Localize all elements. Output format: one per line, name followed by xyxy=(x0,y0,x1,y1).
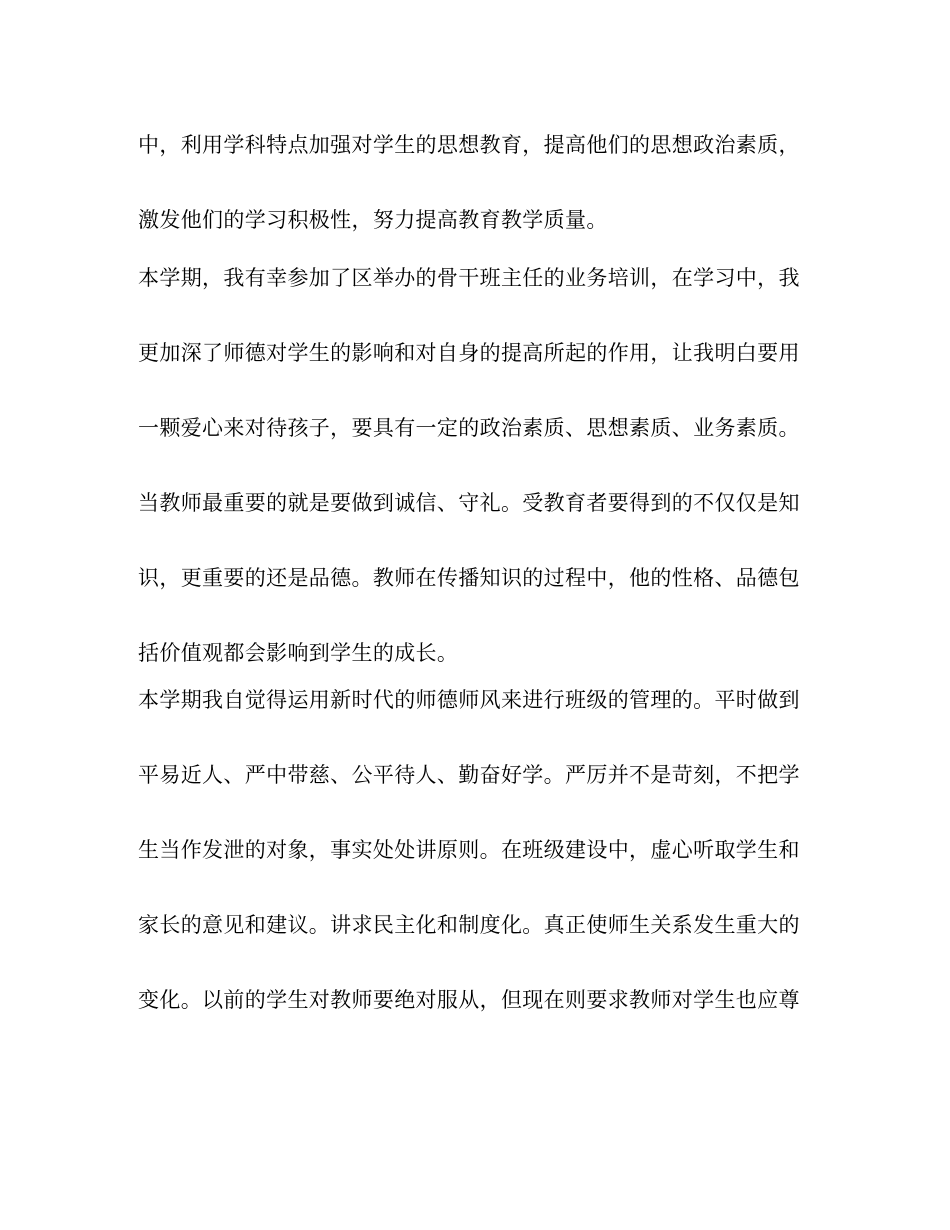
paragraph-line: 一颗爱心来对待孩子，要具有一定的政治素质、思想素质、业务素质。 xyxy=(138,416,800,440)
paragraph-3 xyxy=(138,674,818,1026)
paragraph-1 xyxy=(138,119,818,246)
paragraph-line: 生当作发泄的对象，事实处处讲原则。在班级建设中，虚心听取学生和 xyxy=(138,838,800,862)
paragraph-line: 平易近人、严中带慈、公平待人、勤奋好学。严厉并不是苛刻，不把学 xyxy=(138,763,800,787)
paragraph-line: 本学期我自觉得运用新时代的师德师风来进行班级的管理的。平时做到 xyxy=(138,688,800,712)
paragraph-line: 中，利用学科特点加强对学生的思想教育，提高他们的思想政治素质， xyxy=(138,133,800,157)
paragraph-line: 识，更重要的还是品德。教师在传播知识的过程中，他的性格、品德包 xyxy=(138,566,800,590)
paragraph-line: 括价值观都会影响到学生的成长。 xyxy=(138,641,459,665)
paragraph-line: 激发他们的学习积极性，努力提高教育教学质量。 xyxy=(138,208,608,232)
paragraph-line: 家长的意见和建议。讲求民主化和制度化。真正使师生关系发生重大的 xyxy=(138,913,800,937)
paragraph-line: 当教师最重要的就是要做到诚信、守礼。受教育者要得到的不仅仅是知 xyxy=(138,491,800,515)
paragraph-line: 更加深了师德对学生的影响和对自身的提高所起的作用，让我明白要用 xyxy=(138,341,800,365)
paragraph-line: 本学期，我有幸参加了区举办的骨干班主任的业务培训，在学习中，我 xyxy=(138,266,800,290)
paragraph-line: 变化。以前的学生对教师要绝对服从，但现在则要求教师对学生也应尊 xyxy=(138,988,800,1012)
paragraph-2 xyxy=(138,252,818,679)
